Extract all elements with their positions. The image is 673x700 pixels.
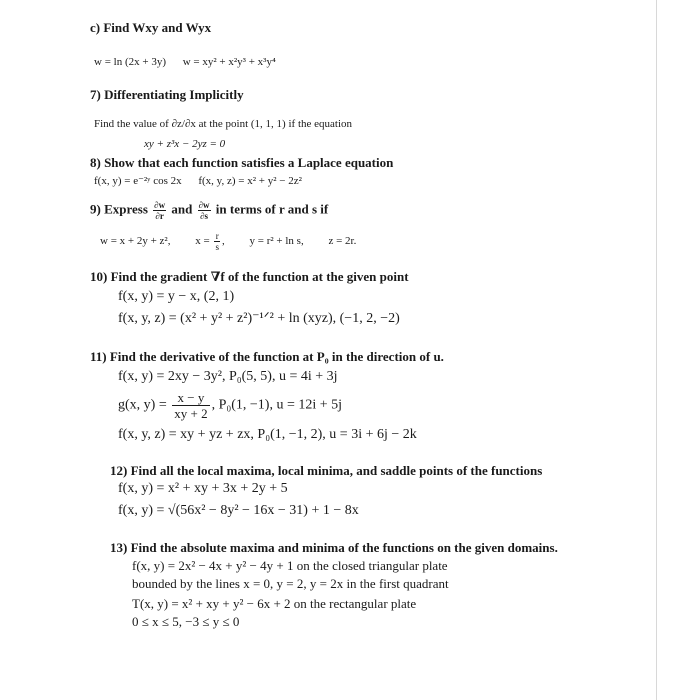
formula-9-2-pre: x = bbox=[195, 235, 210, 248]
eq-9 bbox=[100, 231, 356, 252]
formula-9-2-post: , bbox=[221, 235, 225, 248]
heading-c: c) Find Wxy and Wyx bbox=[90, 20, 212, 35]
text-13-2: bounded by the lines x = 0, y = 2, y = 2x in the first quadrant bbox=[132, 576, 449, 591]
formula-11-1: f(x, y) = 2xy − 3y², P₀(5, 5), u = 4i + 3j bbox=[118, 369, 338, 384]
formula-11-3: f(x, y, z) = xy + yz + zx, P₀(1, −1, 2), u = 3i + 6j − 2k bbox=[118, 427, 417, 442]
r-over-s-den: s bbox=[215, 242, 219, 252]
heading-7: 7) Differentiating Implicitly bbox=[90, 87, 244, 102]
formula-12-1: f(x, y) = x² + xy + 3x + 2y + 5 bbox=[118, 481, 288, 496]
dw-dr-fraction bbox=[153, 200, 166, 221]
formula-11-2-den: xy + 2 bbox=[174, 406, 208, 421]
formula-8-2: f(x, y, z) = x² + y² − 2z² bbox=[198, 175, 302, 187]
formula-c-2: w = xy² + x²y³ + x³y⁴ bbox=[182, 56, 276, 68]
eq-c bbox=[94, 56, 276, 68]
formula-9-3: y = r² + ln s, bbox=[249, 235, 304, 248]
text-7: Find the value of ∂z/∂x at the point (1, 1, 1) if the equation bbox=[94, 118, 353, 130]
formula-9-1: w = x + 2y + z², bbox=[100, 235, 171, 248]
heading-12: 12) Find all the local maxima, local minima, and saddle points of the functions bbox=[110, 463, 543, 478]
dw-dr-num: ∂w bbox=[154, 200, 166, 210]
text-13-1: f(x, y) = 2x² − 4x + y² − 4y + 1 on the closed triangular plate bbox=[132, 558, 448, 573]
heading-9-post: in terms of r and s if bbox=[215, 201, 329, 217]
formula-11-2-pre: g(x, y) = bbox=[118, 397, 167, 413]
r-over-s-num: r bbox=[215, 231, 219, 241]
dw-ds-den: ∂s bbox=[200, 211, 209, 221]
heading-11: 11) Find the derivative of the function at P₀ in the direction of u. bbox=[90, 349, 444, 364]
heading-13: 13) Find the absolute maxima and minima of the functions on the given domains. bbox=[110, 540, 558, 555]
heading-9 bbox=[90, 200, 328, 221]
heading-8: 8) Show that each function satisfies a Laplace equation bbox=[90, 155, 394, 170]
eq-8 bbox=[94, 174, 302, 187]
heading-10: 10) Find the gradient ∇f of the function at the given point bbox=[90, 269, 409, 284]
formula-11-2-post: , P₀(1, −1), u = 12i + 5j bbox=[211, 397, 343, 413]
formula-c-1: w = ln (2x + 3y) bbox=[94, 56, 166, 68]
heading-9-pre: 9) Express bbox=[90, 201, 148, 217]
formula-8-1: f(x, y) = e⁻²ʸ cos 2x bbox=[94, 175, 182, 187]
text-13-4: 0 ≤ x ≤ 5, −3 ≤ y ≤ 0 bbox=[132, 614, 240, 629]
formula-11-2 bbox=[118, 390, 342, 421]
formula-10-1: f(x, y) = y − x, (2, 1) bbox=[118, 289, 235, 304]
formula-12-2: f(x, y) = √(56x² − 8y² − 16x − 31) + 1 − 8x bbox=[118, 503, 359, 518]
dw-dr-den: ∂r bbox=[155, 211, 164, 221]
dw-ds-fraction bbox=[198, 200, 211, 221]
formula-11-2-fraction bbox=[172, 390, 209, 421]
heading-9-and: and bbox=[171, 201, 193, 217]
text-13-3: T(x, y) = x² + xy + y² − 6x + 2 on the rectangular plate bbox=[132, 596, 417, 611]
dw-ds-num: ∂w bbox=[198, 200, 210, 210]
formula-10-2: f(x, y, z) = (x² + y² + z²)⁻¹ᐟ² + ln (xyz), (−1, 2, −2) bbox=[118, 311, 400, 326]
eq-7: xy + z³x − 2yz = 0 bbox=[144, 138, 226, 150]
r-over-s-fraction bbox=[214, 231, 220, 252]
page-edge bbox=[656, 0, 657, 700]
formula-9-4: z = 2r. bbox=[328, 235, 357, 248]
formula-11-2-num: x − y bbox=[172, 390, 209, 406]
